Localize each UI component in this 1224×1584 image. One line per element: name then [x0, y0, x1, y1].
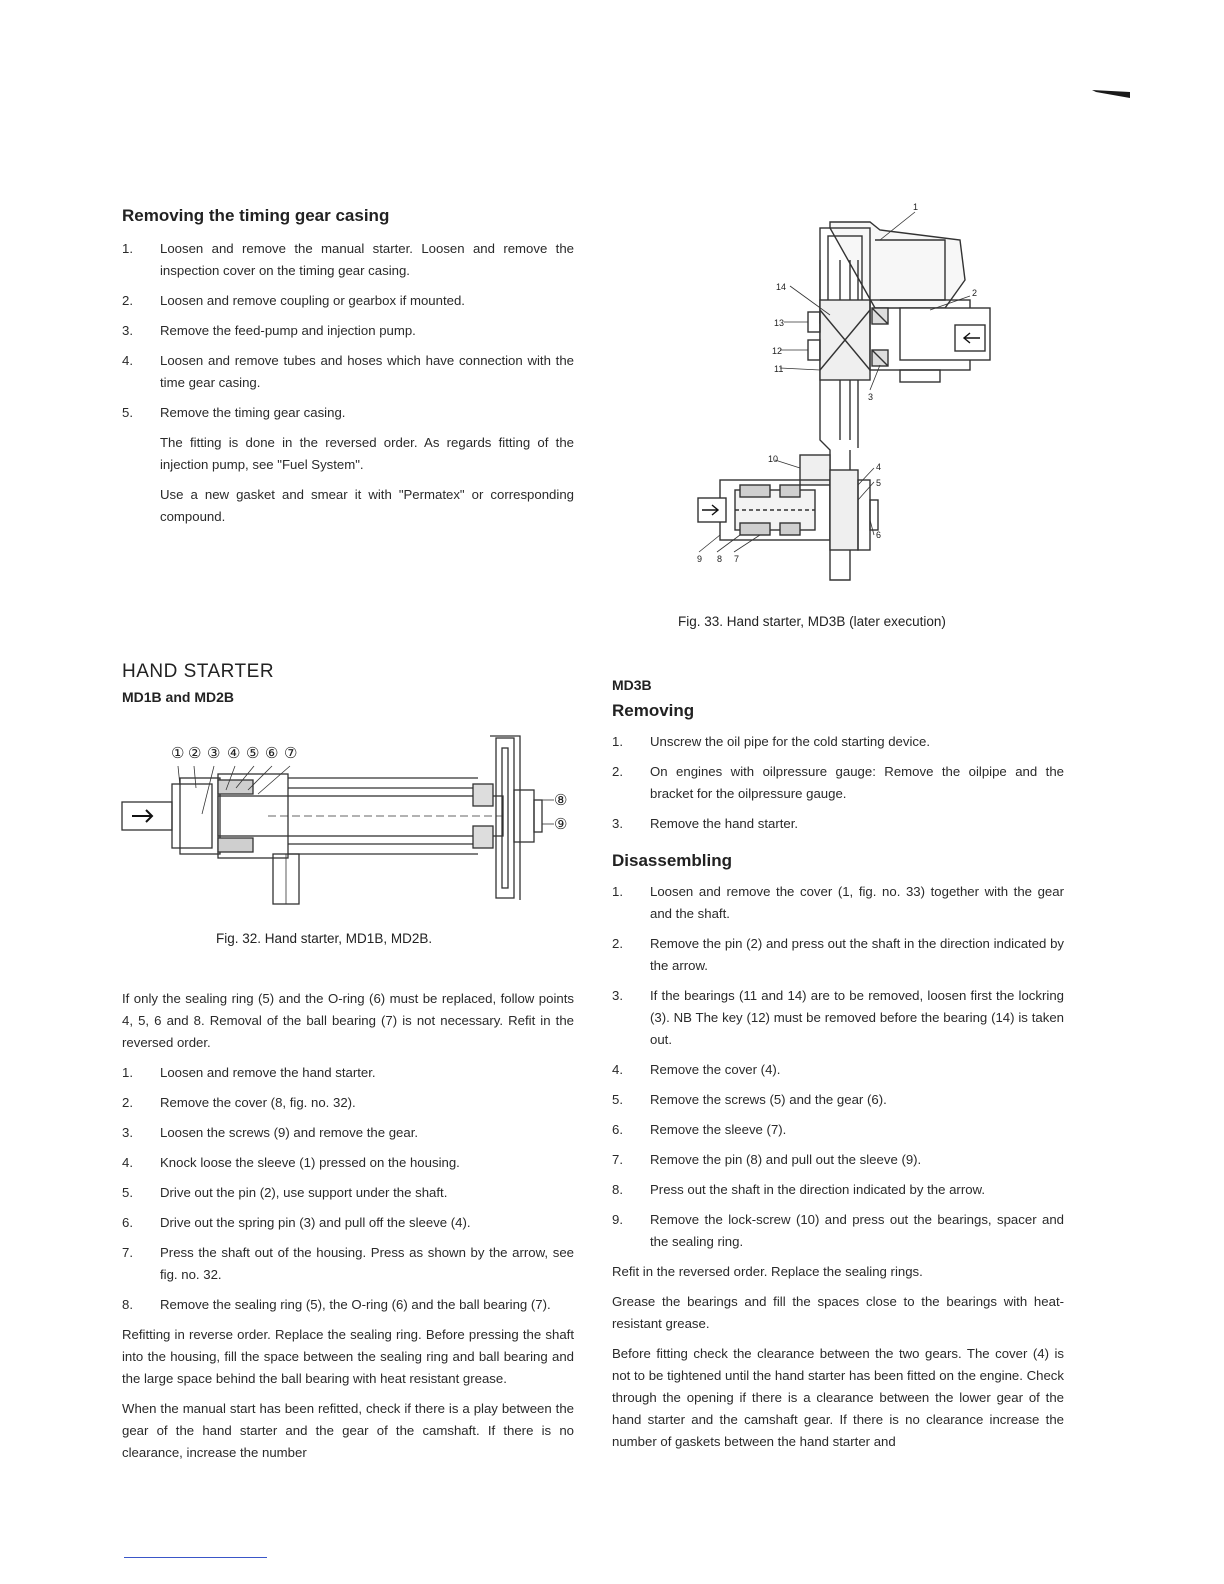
list-item: 6. Remove the sleeve (7).: [612, 1122, 787, 1137]
list-item: 1. Unscrew the oil pipe for the cold starting device.: [612, 734, 931, 749]
list-item: 3. If the bearings (11 and 14) are to be removed, loosen first the lockring (3). NB The key (12) must be removed before the bearing (14) is taken out.: [612, 988, 1064, 1047]
fig33-label: 11: [774, 364, 784, 374]
disassembling-heading: Disassembling: [612, 851, 732, 870]
fig-33-caption: Fig. 33. Hand starter, MD3B (later execution): [678, 614, 946, 629]
list-item: 8. Press out the shaft in the direction indicated by the arrow.: [612, 1182, 986, 1197]
list-item: 1. Loosen and remove the hand starter.: [122, 1065, 376, 1080]
fig32-label: ④: [227, 745, 241, 762]
list-item: 8. Remove the sealing ring (5), the O-ring (6) and the ball bearing (7).: [122, 1297, 551, 1312]
list-item: 2. Loosen and remove coupling or gearbox if mounted.: [122, 293, 465, 308]
list-item: 7. Press the shaft out of the housing. Press as shown by the arrow, see fig. no. 32.: [122, 1245, 574, 1282]
hand-starter-body: [122, 988, 574, 1472]
fig33-label: 12: [772, 346, 783, 356]
fig32-label: ⑦: [284, 745, 298, 762]
list-item: 5. Drive out the pin (2), use support under the shaft.: [122, 1185, 448, 1200]
list-item: 3. Remove the hand starter.: [612, 816, 799, 831]
model-subheading: MD1B and MD2B: [122, 689, 235, 705]
fig33-label: 10: [768, 454, 779, 464]
list-item: 7. Remove the pin (8) and pull out the sleeve (9).: [612, 1152, 922, 1167]
refit-paragraph: Refit in the reversed order. Replace the sealing rings.: [612, 1264, 923, 1279]
list-item: 4. Loosen and remove tubes and hoses which have connection with the time gear casing.: [122, 353, 574, 390]
fig32-label: ⑧: [554, 792, 568, 809]
list-item: 4. Knock loose the sleeve (1) pressed on the housing.: [122, 1155, 460, 1170]
fig-32-diagram: [118, 728, 578, 908]
corner-mark: [1092, 90, 1130, 98]
fig32-label: ②: [188, 745, 202, 762]
fig-32-caption: Fig. 32. Hand starter, MD1B, MD2B.: [216, 931, 433, 946]
gasket-note: Use a new gasket and smear it with "Permatex" or corresponding compound.: [160, 487, 574, 524]
fig-33-diagram: [680, 200, 1000, 600]
intro-paragraph: If only the sealing ring (5) and the O-ring (6) must be replaced, follow points 4, 5, 6 and 8. Removal of the ball bearing (7) is not necessary. Refit in the reversed order.: [122, 991, 574, 1050]
list-item: 2. Remove the pin (2) and press out the shaft in the direction indicated by the arrow.: [612, 936, 1064, 973]
hand-starter-heading: HAND STARTER: [122, 661, 275, 682]
clearance-paragraph: When the manual start has been refitted, check if there is a play between the gear of the hand starter and the gear of the camshaft. If there is no clearance, increase the number: [122, 1401, 574, 1460]
fitting-paragraph: Before fitting check the clearance between the two gears. The cover (4) is not to be tightened until the hand starter has been fitted on the engine. Check through the opening if there is a clearance between the lower gear of the hand starter and the camshaft gear. If there is no clearance increase the number of gaskets between the hand starter and: [612, 1346, 1064, 1449]
footnote-rule: [124, 1557, 267, 1558]
md1b-steps: [122, 1062, 574, 1316]
grease-paragraph: Grease the bearings and fill the spaces close to the bearings with heat-resistant grease.: [612, 1294, 1064, 1331]
section-heading: Removing the timing gear casing: [122, 206, 390, 225]
list-item: 3. Remove the feed-pump and injection pump.: [122, 323, 416, 338]
md3b-section: [612, 677, 1064, 1461]
disassembling-steps: [612, 881, 1064, 1253]
hand-starter-header: [122, 661, 574, 705]
list-item: 2. Remove the cover (8, fig. no. 32).: [122, 1095, 356, 1110]
fig32-label: ⑨: [554, 816, 568, 833]
fig33-label: 2: [972, 288, 978, 298]
fig33-label: 13: [774, 318, 785, 328]
removing-steps: [612, 731, 1064, 835]
timing-gear-section: [122, 206, 574, 536]
fig33-label: 9: [697, 554, 703, 564]
list-item: 4. Remove the cover (4).: [612, 1062, 781, 1077]
list-item: 3. Loosen the screws (9) and remove the gear.: [122, 1125, 419, 1140]
fig32-label: ⑤: [246, 745, 260, 762]
list-item: 5. Remove the timing gear casing.: [122, 405, 346, 420]
fig33-label: 4: [876, 462, 882, 472]
fig32-label: ①: [171, 745, 185, 762]
timing-steps: [122, 238, 574, 424]
fig32-label: ⑥: [265, 745, 279, 762]
fig33-label: 14: [776, 282, 787, 292]
fig33-label: 3: [868, 392, 874, 402]
removing-heading: Removing: [612, 701, 695, 720]
fig33-label: 7: [734, 554, 740, 564]
refit-paragraph: Refitting in reverse order. Replace the sealing ring. Before pressing the shaft into the housing, fill the space between the sealing ring and ball bearing and the large space behind the ball bearing with heat resistant grease.: [122, 1327, 574, 1386]
list-item: 9. Remove the lock-screw (10) and press out the bearings, spacer and the sealing ring.: [612, 1212, 1064, 1249]
list-item: 2. On engines with oilpressure gauge: Remove the oilpipe and the bracket for the oilpressure gauge.: [612, 764, 1064, 801]
fig33-label: 8: [717, 554, 723, 564]
fig32-label: ③: [207, 745, 221, 762]
fig33-label: 1: [913, 202, 919, 212]
fig33-label: 5: [876, 478, 882, 488]
list-item: 1. Loosen and remove the manual starter. Loosen and remove the inspection cover on the timing gear casing.: [122, 241, 574, 278]
fig33-label: 6: [876, 530, 882, 540]
fitting-note: The fitting is done in the reversed order. As regards fitting of the injection pump, see "Fuel System".: [160, 435, 574, 472]
list-item: 5. Remove the screws (5) and the gear (6).: [612, 1092, 887, 1107]
list-item: 6. Drive out the spring pin (3) and pull off the sleeve (4).: [122, 1215, 471, 1230]
md3b-model-heading: MD3B: [612, 677, 652, 693]
list-item: 1. Loosen and remove the cover (1, fig. no. 33) together with the gear and the shaft.: [612, 884, 1064, 921]
